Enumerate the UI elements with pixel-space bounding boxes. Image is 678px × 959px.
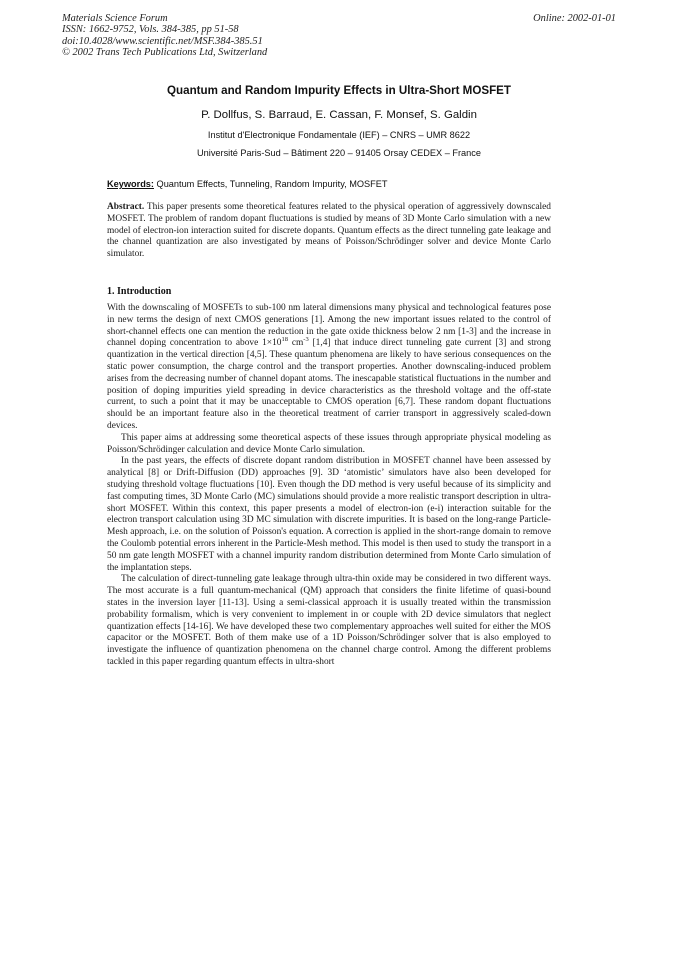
paper-title: Quantum and Random Impurity Effects in Ultra-Short MOSFET: [167, 84, 511, 97]
copyright-line: © 2002 Trans Tech Publications Ltd, Switzerland: [62, 47, 268, 59]
section-heading-introduction: 1. Introduction: [107, 286, 172, 297]
introduction-body: [107, 303, 551, 669]
keywords-text: Quantum Effects, Tunneling, Random Impurity, MOSFET: [156, 179, 388, 189]
affiliation-line-1: Institut d'Electronique Fondamentale (IEF) – CNRS – UMR 8622: [207, 130, 471, 140]
abstract-label: Abstract.: [107, 202, 145, 212]
abstract: [107, 202, 551, 261]
affiliation-line-2: Université Paris-Sud – Bâtiment 220 – 91405 Orsay CEDEX – France: [197, 148, 481, 158]
intro-paragraph-3: In the past years, the effects of discrete dopant random distribution in MOSFET channel have been assessed by analytical [8] or Drift-Diffusion (DD) approaches [9]. 3D ‘atomistic’ simulators have also been developed for studying threshold voltage fluctuations [10]. Even though the DD method is very useful because of its simplicity and fast computing times, 3D Monte Carlo (MC) simulations should provide a more realistic transport description in ultra-short MOSFET. Within this context, this paper presents a model of electron-ion (e-i) interaction suitable for the electron transport calculation using 3D MC simulation with discrete impurities. It is based on the long-range Particle-Mesh approach, i.e. on the solution of Poisson's equation. A correction is applied in the short-range domain to remove the Coulomb potential errors inherent in the Particle-Mesh method. This model is then used to study the transport in a 50 nm gate length MOSFET with a channel impurity random distribution determined from Monte Carlo simulation of the implantation steps.: [107, 456, 551, 573]
keywords-label: Keywords:: [107, 179, 154, 189]
author-list: P. Dollfus, S. Barraud, E. Cassan, F. Monsef, S. Galdin: [201, 109, 477, 121]
doi-line[interactable]: doi:10.4028/www.scientific.net/MSF.384-385.51: [62, 35, 263, 47]
journal-header: [62, 13, 267, 59]
intro-paragraph-4: The calculation of direct-tunneling gate leakage through ultra-thin oxide may be considered in two different ways. The most accurate is a full quantum-mechanical (QM) approach that considers the finite lifetime of quasi-bound states in the inversion layer [11-13]. Using a semi-classical approach it is usually treated within the transmission probability formalism, which is very convenient to implement in or couple with 2D device simulators that neglect quantization effects [14-16]. We have developed these two complementary approaches well suited for either the MOS capacitor or the MOSFET. Both of them make use of a 1D Poisson/Schrödinger solver that is also employed to investigate the influence of quantization phenomena on the channel charge control. Among the different problems tackled in this paper regarding quantum effects in ultra-short: [107, 574, 551, 667]
keywords: [107, 179, 388, 189]
intro-paragraph-1: With the downscaling of MOSFETs to sub-100 nm lateral dimensions many physical and technological features pose in new terms the design of next CMOS generations [1]. Among the new important issues related to the control of short-channel effects one can mention the reduction in the gate oxide thickness below 2 nm [1-3] and the increase in channel doping concentration to above $1\times 10^{18}$ $cm^{-3}$ [1,4] that induce direct tunneling gate current [3] and strong quantization in the vertical direction [4,5]. These quantum phenomena are likely to have serious consequences on the static power consumption, the charge control and the transport properties. Another downscaling-induced problem arises from the decreasing number of channel dopant atoms. The inescapable statistical fluctuations in the number and position of doping impurities yield spreading in device characteristics as the threshold voltage and the off-state current, to such a point that it may be unacceptable to CMOS operation [6,7]. These random dopant fluctuations should be an important feature also in the theoretical treatment of carrier transport in aggressively scaled-down devices.: [107, 303, 551, 431]
issn-line: ISSN: 1662-9752, Vols. 384-385, pp 51-58: [62, 24, 239, 36]
intro-paragraph-2: This paper aims at addressing some theoretical aspects of these issues through appropriate physical modeling as Poisson/Schrödinger calculation and device Monte Carlo simulation.: [107, 432, 551, 455]
journal-name: Materials Science Forum: [62, 13, 168, 24]
online-date: Online: 2002-01-01: [533, 13, 616, 24]
abstract-text: This paper presents some theoretical features related to the physical operation of aggressively downscaled MOSFET. The problem of random dopant fluctuations is studied by means of 3D Monte Carlo simulation with a new model of electron-ion interaction suited for discrete dopants. Quantum effects as the direct tunneling gate leakage and the channel quantization are also investigated by means of Poisson/Schrödinger solver and device Monte Carlo simulator.: [107, 202, 551, 260]
